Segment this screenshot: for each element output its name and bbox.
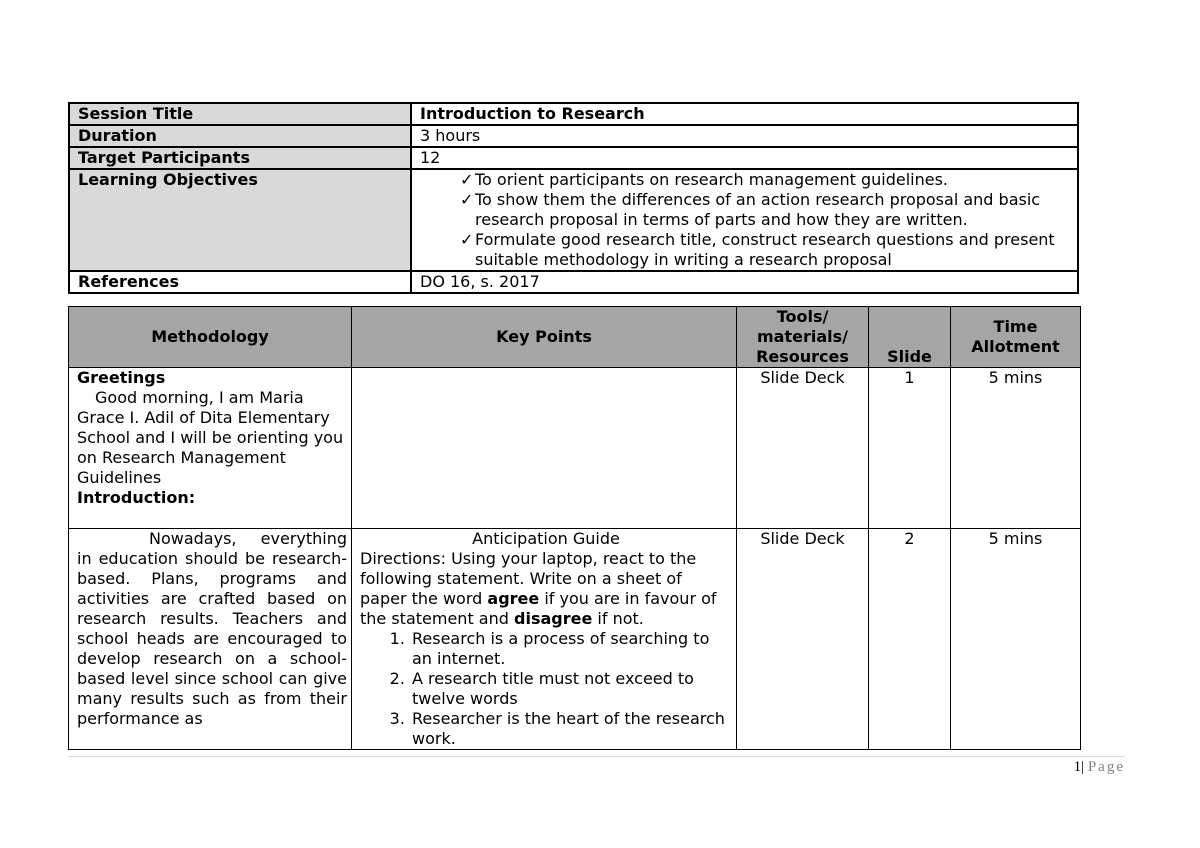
header-time xyxy=(951,307,1081,368)
header-tools-line: Tools/ xyxy=(776,307,829,326)
objective-text: Formulate good research title, construct research questions and present suitable methodology in writing a research proposal xyxy=(475,230,1055,269)
greetings-heading: Greetings xyxy=(77,368,166,387)
references-value: DO 16, s. 2017 xyxy=(411,271,1078,293)
methodology-table xyxy=(68,306,1081,750)
checkmark-icon: ✓ xyxy=(460,190,474,209)
table-row xyxy=(69,368,1081,529)
header-time-line: Allotment xyxy=(971,337,1060,356)
checkmark-icon: ✓ xyxy=(460,230,474,249)
objective-item xyxy=(460,230,1071,270)
page-separator: | xyxy=(1081,759,1085,775)
objective-item xyxy=(460,170,1071,190)
header-tools-line: Resources xyxy=(756,347,849,366)
footer-divider xyxy=(68,756,1125,757)
list-item: 2. A research title must not exceed to twelve words xyxy=(410,669,732,709)
objectives-label: Learning Objectives xyxy=(69,169,411,271)
introduction-text: Nowadays, everything in education should be research-based. Plans, programs and activities are crafted based on research results. Teachers and school heads are encouraged to develop research on a school-based level since school can give many results such as from their performance as xyxy=(77,529,347,728)
header-methodology: Methodology xyxy=(69,307,352,368)
directions-part: Directions: Using your laptop, react to the following statement. Write on a sheet of paper the word xyxy=(360,549,697,608)
header-slide: Slide xyxy=(869,307,951,368)
methodology-header-row xyxy=(69,307,1081,368)
session-info-table xyxy=(68,102,1079,294)
header-tools xyxy=(737,307,869,368)
session-title-value: Introduction to Research xyxy=(411,103,1078,125)
slide-cell: 1 xyxy=(869,368,951,529)
header-key-points: Key Points xyxy=(352,307,737,368)
checkmark-icon: ✓ xyxy=(460,170,474,189)
header-time-line: Time xyxy=(993,317,1038,336)
participants-value: 12 xyxy=(411,147,1078,169)
objective-item xyxy=(460,190,1071,230)
agree-word: agree xyxy=(487,589,540,608)
references-row xyxy=(69,271,1078,293)
directions-text xyxy=(360,549,732,629)
key-points-cell xyxy=(352,529,737,750)
greetings-text: Good morning, I am Maria Grace I. Adil of Dita Elementary School and I will be orienting you on Research Management Guidelines xyxy=(77,388,344,487)
page-label: Page xyxy=(1087,759,1125,775)
introduction-heading: Introduction: xyxy=(77,488,196,507)
disagree-word: disagree xyxy=(514,609,593,628)
directions-part: if not. xyxy=(592,609,644,628)
objectives-row xyxy=(69,169,1078,271)
participants-label: Target Participants xyxy=(69,147,411,169)
references-label: References xyxy=(69,271,411,293)
session-title-label: Session Title xyxy=(69,103,411,125)
duration-row xyxy=(69,125,1078,147)
slide-cell: 2 xyxy=(869,529,951,750)
page-footer xyxy=(1074,759,1125,776)
objectives-list xyxy=(420,170,1071,270)
objectives-cell xyxy=(411,169,1078,271)
anticipation-guide-title: Anticipation Guide xyxy=(472,529,620,548)
tools-cell: Slide Deck xyxy=(737,368,869,529)
list-item: 3. Researcher is the heart of the research work. xyxy=(410,709,732,749)
objective-text: To orient participants on research management guidelines. xyxy=(475,170,949,189)
methodology-cell xyxy=(69,368,352,529)
page-number: 1 xyxy=(1073,759,1082,775)
statement-list xyxy=(360,629,732,749)
spacer xyxy=(77,508,347,528)
duration-label: Duration xyxy=(69,125,411,147)
time-cell: 5 mins xyxy=(951,368,1081,529)
duration-value: 3 hours xyxy=(411,125,1078,147)
participants-row xyxy=(69,147,1078,169)
methodology-cell xyxy=(69,529,352,750)
objective-text: To show them the differences of an action research proposal and basic research proposal in terms of parts and how they are written. xyxy=(475,190,1041,229)
table-row xyxy=(69,529,1081,750)
directions-part: if you are in favour of the statement and xyxy=(360,589,717,628)
tools-cell: Slide Deck xyxy=(737,529,869,750)
list-item: 1. Research is a process of searching to an internet. xyxy=(410,629,732,669)
session-title-row xyxy=(69,103,1078,125)
key-points-cell xyxy=(352,368,737,529)
time-cell: 5 mins xyxy=(951,529,1081,750)
header-tools-line: materials/ xyxy=(757,327,848,346)
